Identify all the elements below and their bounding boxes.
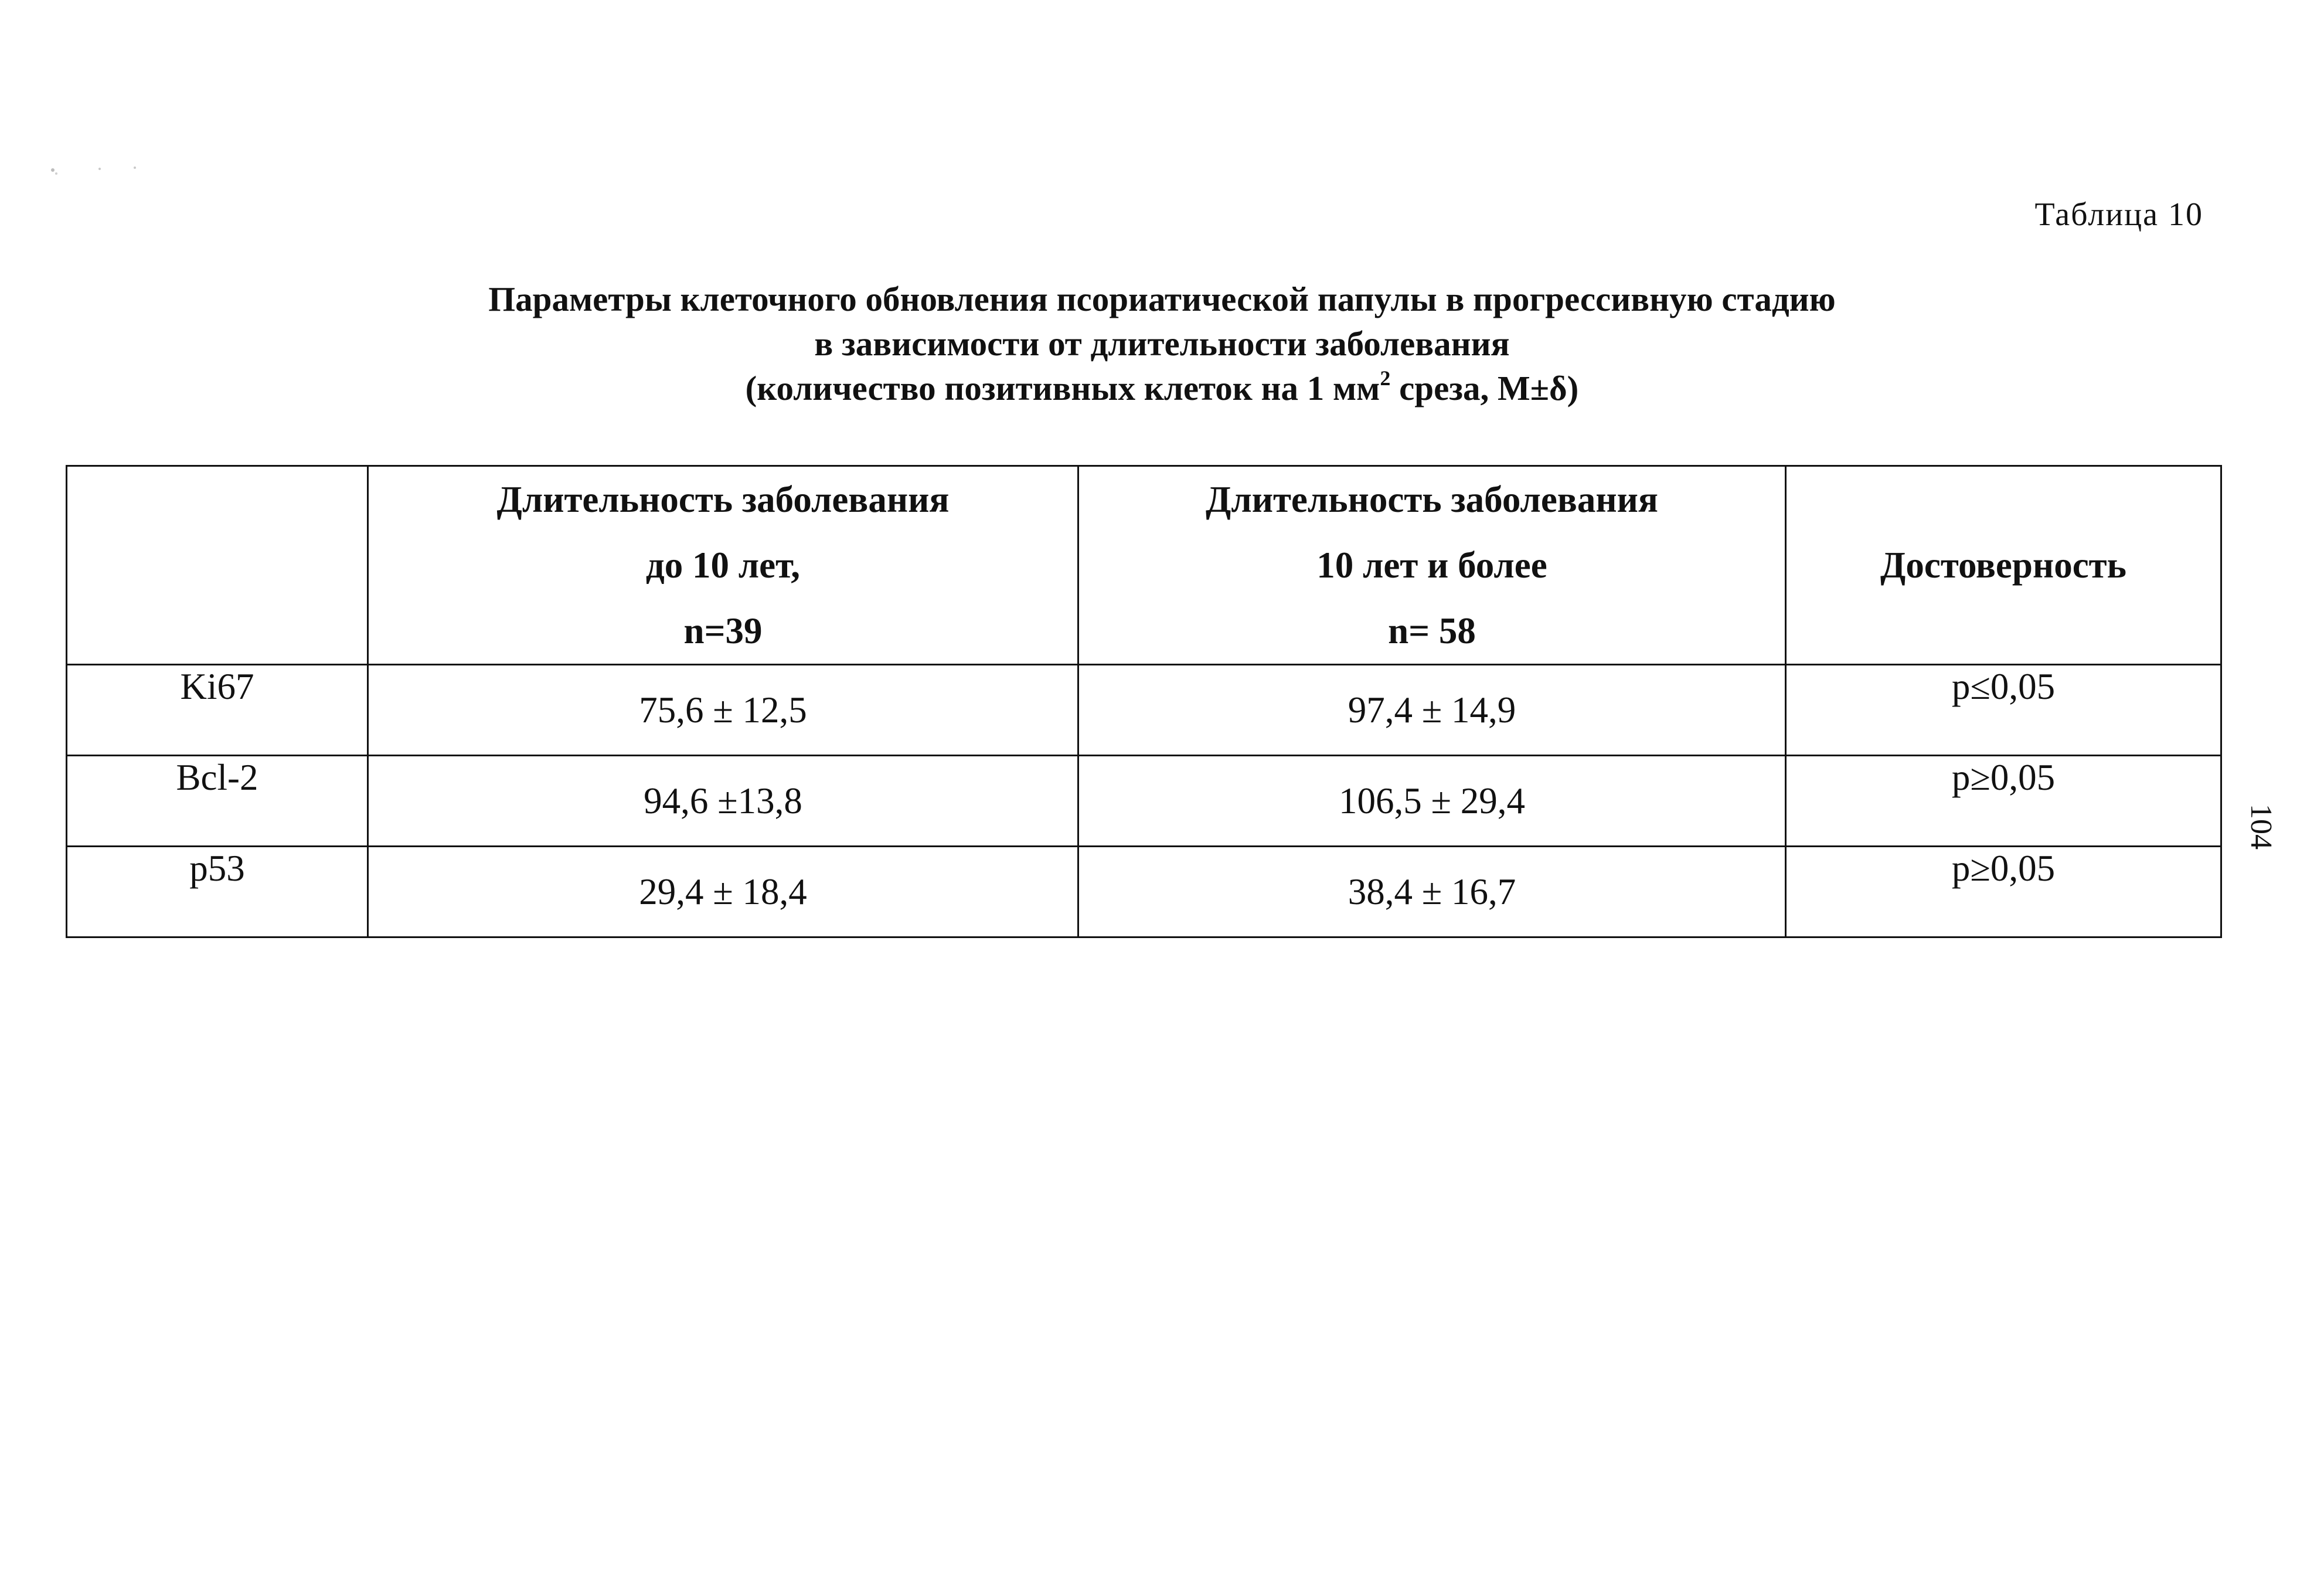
over-10-value: 97,4 ± 14,9 <box>1348 689 1516 731</box>
row-marker-cell <box>67 665 368 756</box>
over-10-value-cell <box>1078 756 1786 847</box>
caption-line-1: Параметры клеточного обновления псориатической папулы в прогрессивную стадию <box>488 280 1836 318</box>
row-marker-cell <box>67 756 368 847</box>
under-10-value: 29,4 ± 18,4 <box>639 871 807 912</box>
header-empty-cell <box>67 466 368 665</box>
significance-cell <box>1786 665 2221 756</box>
header-col2-line-1: Длительность заболевания <box>1206 479 1658 520</box>
header-row <box>67 466 2221 665</box>
row-marker: Bcl-2 <box>176 757 258 798</box>
significance-cell <box>1786 756 2221 847</box>
caption-line-2: в зависимости от длительности заболевания <box>814 324 1510 363</box>
caption-line-3-tail: среза, M±δ) <box>1390 369 1579 407</box>
over-10-value: 106,5 ± 29,4 <box>1338 780 1526 821</box>
caption-line-3-text: (количество позитивных клеток на 1 мм <box>745 369 1380 407</box>
table-row <box>67 756 2221 847</box>
table-row <box>67 665 2221 756</box>
under-10-value-cell <box>368 756 1078 847</box>
significance-cell <box>1786 847 2221 937</box>
under-10-value-cell <box>368 665 1078 756</box>
data-table <box>66 465 2222 938</box>
caption-line-3 <box>0 366 2324 410</box>
page-number: 104 <box>2244 804 2278 850</box>
significance-value: p≤0,05 <box>1951 666 2056 707</box>
header-col1-line-3: n=39 <box>683 610 763 651</box>
header-col2-line-2: 10 лет и более <box>1316 545 1547 586</box>
over-10-value-cell <box>1078 847 1786 937</box>
row-marker: Ki67 <box>180 666 254 707</box>
header-col1-line-1: Длительность заболевания <box>496 479 950 520</box>
table-caption <box>0 277 2324 410</box>
over-10-value: 38,4 ± 16,7 <box>1348 871 1516 912</box>
over-10-value-cell <box>1078 665 1786 756</box>
caption-superscript: 2 <box>1380 366 1391 390</box>
significance-value: p≥0,05 <box>1951 848 2056 889</box>
table-row <box>67 847 2221 937</box>
row-marker-cell <box>67 847 368 937</box>
scan-specks <box>48 162 142 179</box>
header-significance: Достоверность <box>1786 466 2221 665</box>
significance-value: p≥0,05 <box>1951 757 2056 798</box>
under-10-value-cell <box>368 847 1078 937</box>
table-number-label: Таблица 10 <box>2034 196 2203 233</box>
under-10-value: 94,6 ±13,8 <box>644 780 802 821</box>
under-10-value: 75,6 ± 12,5 <box>639 689 807 731</box>
row-marker: p53 <box>189 848 245 889</box>
header-duration-under-10 <box>368 466 1078 665</box>
header-col1-line-2: до 10 лет, <box>645 545 801 586</box>
header-duration-10-plus <box>1078 466 1786 665</box>
header-col2-line-3: n= 58 <box>1388 610 1476 651</box>
